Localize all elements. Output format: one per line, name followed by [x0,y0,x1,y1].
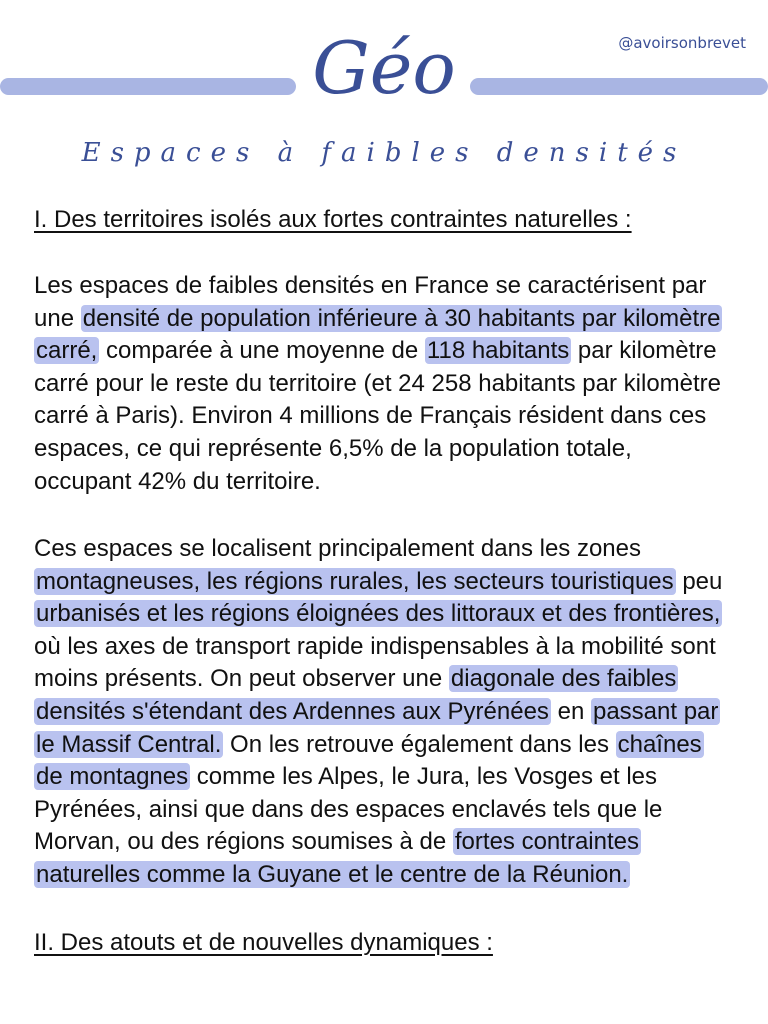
paragraph-2-text-6: comme les Alpes, le Jura, les Vosges et les Pyrénées, ainsi que dans des espaces enclavés tels que le Morvan, ou des régions soumises à de [34,763,663,856]
paragraph-2-text-3: où les axes de transport rapide indispensables à la mobilité sont moins présents. On peut observer une [34,632,716,693]
paragraph-1-highlight-2: 118 habitants [426,337,570,365]
author-handle: @avoirsonbrevet [618,34,746,52]
page-title: Géo [312,26,456,110]
paragraph-2 [34,533,734,892]
paragraph-1 [34,270,734,498]
paragraph-2-highlight-1: montagneuses, les régions rurales, les secteurs touristiques [36,567,674,595]
page-subtitle: Espaces à faibles densités [81,138,687,168]
paragraph-1-highlight-1: densité de population inférieure à 30 habitants par kilomètre carré, [36,304,721,365]
paragraph-2-highlight-2: urbanisés et les régions éloignées des littoraux et des frontières, [36,600,721,628]
paragraph-2-highlight-5: chaînes de montagnes [36,730,702,791]
section-1-heading: I. Des territoires isolés aux fortes contraintes naturelles : [34,206,632,233]
paragraph-1-text-3: par kilomètre carré pour le reste du territoire (et 24 258 habitants par kilomètre carré à Paris). Environ 4 millions de Français résident dans ces espaces, ce qui représente 6,5% de la population totale, occupant 42% du territoire. [34,337,722,495]
paragraph-2-text-4: en [550,697,591,725]
paragraph-2-text-1: Ces espaces se localisent principalement dans les zones [34,535,641,562]
paragraph-2-highlight-6: fortes contraintes naturelles comme la Guyane et le centre de la Réunion. [36,828,639,888]
paragraph-2-text-5: On les retrouve également dans les [223,730,616,758]
paragraph-2-text-2: peu [675,567,723,595]
section-2-heading: II. Des atouts et de nouvelles dynamiques : [34,929,493,956]
paragraph-1-text-1: Les espaces de faibles densités en France se caractérisent par une [34,272,707,332]
paragraph-2-highlight-3: diagonale des faibles densités s'étendant des Ardennes aux Pyrénées [36,665,677,725]
paragraph-2-highlight-4: passant par le Massif Central. [36,697,719,758]
paragraph-1-text-2: comparée à une moyenne de [99,337,425,365]
